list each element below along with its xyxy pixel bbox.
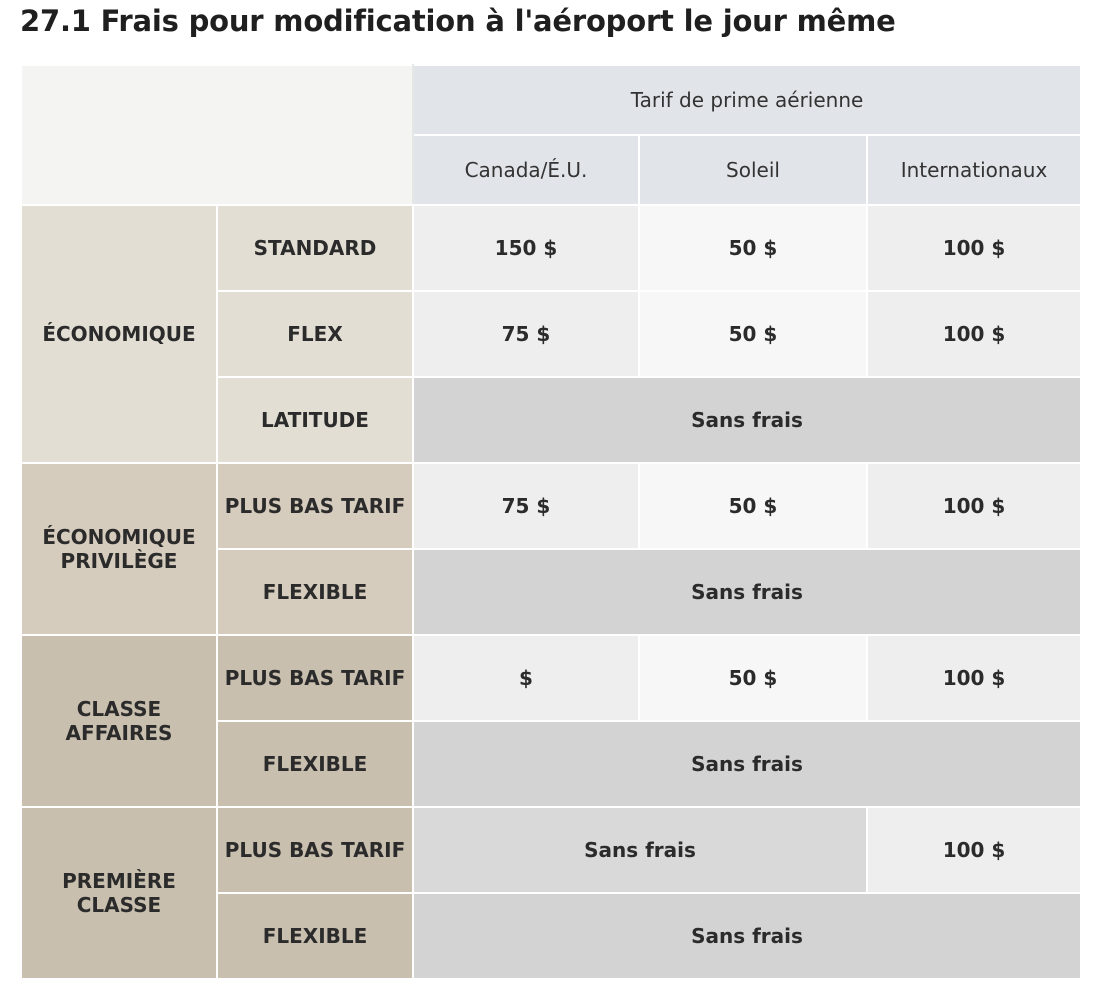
fare-type: LATITUDE	[217, 377, 413, 463]
zone-header-international: Internationaux	[867, 135, 1081, 205]
fee-value: 100 $	[867, 807, 1081, 893]
fee-value: 50 $	[639, 635, 867, 721]
table-row	[21, 807, 1081, 893]
cabin-premium: ÉCONOMIQUE PRIVILÈGE	[21, 463, 217, 635]
header-row-group	[21, 65, 1081, 135]
fee-value: 50 $	[639, 291, 867, 377]
no-fee-cell: Sans frais	[413, 549, 1081, 635]
cabin-affaires: CLASSE AFFAIRES	[21, 635, 217, 807]
fare-type: FLEXIBLE	[217, 893, 413, 979]
fare-type: FLEX	[217, 291, 413, 377]
cabin-economique: ÉCONOMIQUE	[21, 205, 217, 463]
no-fee-cell: Sans frais	[413, 807, 867, 893]
group-header: Tarif de prime aérienne	[413, 65, 1081, 135]
fee-value: 50 $	[639, 463, 867, 549]
fare-type: STANDARD	[217, 205, 413, 291]
zone-header-soleil: Soleil	[639, 135, 867, 205]
no-fee-cell: Sans frais	[413, 721, 1081, 807]
no-fee-cell: Sans frais	[413, 377, 1081, 463]
fee-value: 75 $	[413, 291, 639, 377]
fee-value: 75 $	[413, 463, 639, 549]
page-title: 27.1 Frais pour modification à l'aéroport le jour même	[20, 4, 896, 38]
fare-type: FLEXIBLE	[217, 549, 413, 635]
fee-value: 50 $	[639, 205, 867, 291]
table-row	[21, 463, 1081, 549]
zone-header-canada: Canada/É.U.	[413, 135, 639, 205]
fee-value: 100 $	[867, 205, 1081, 291]
fee-value: 150 $	[413, 205, 639, 291]
fare-type: FLEXIBLE	[217, 721, 413, 807]
fee-value: $	[413, 635, 639, 721]
table-row	[21, 205, 1081, 291]
fare-type: PLUS BAS TARIF	[217, 807, 413, 893]
fee-table	[20, 64, 1082, 980]
corner-cell	[21, 65, 413, 205]
fee-value: 100 $	[867, 635, 1081, 721]
fee-value: 100 $	[867, 463, 1081, 549]
cabin-premiere: PREMIÈRE CLASSE	[21, 807, 217, 979]
no-fee-cell: Sans frais	[413, 893, 1081, 979]
table-row	[21, 635, 1081, 721]
fare-type: PLUS BAS TARIF	[217, 635, 413, 721]
fee-value: 100 $	[867, 291, 1081, 377]
fare-type: PLUS BAS TARIF	[217, 463, 413, 549]
